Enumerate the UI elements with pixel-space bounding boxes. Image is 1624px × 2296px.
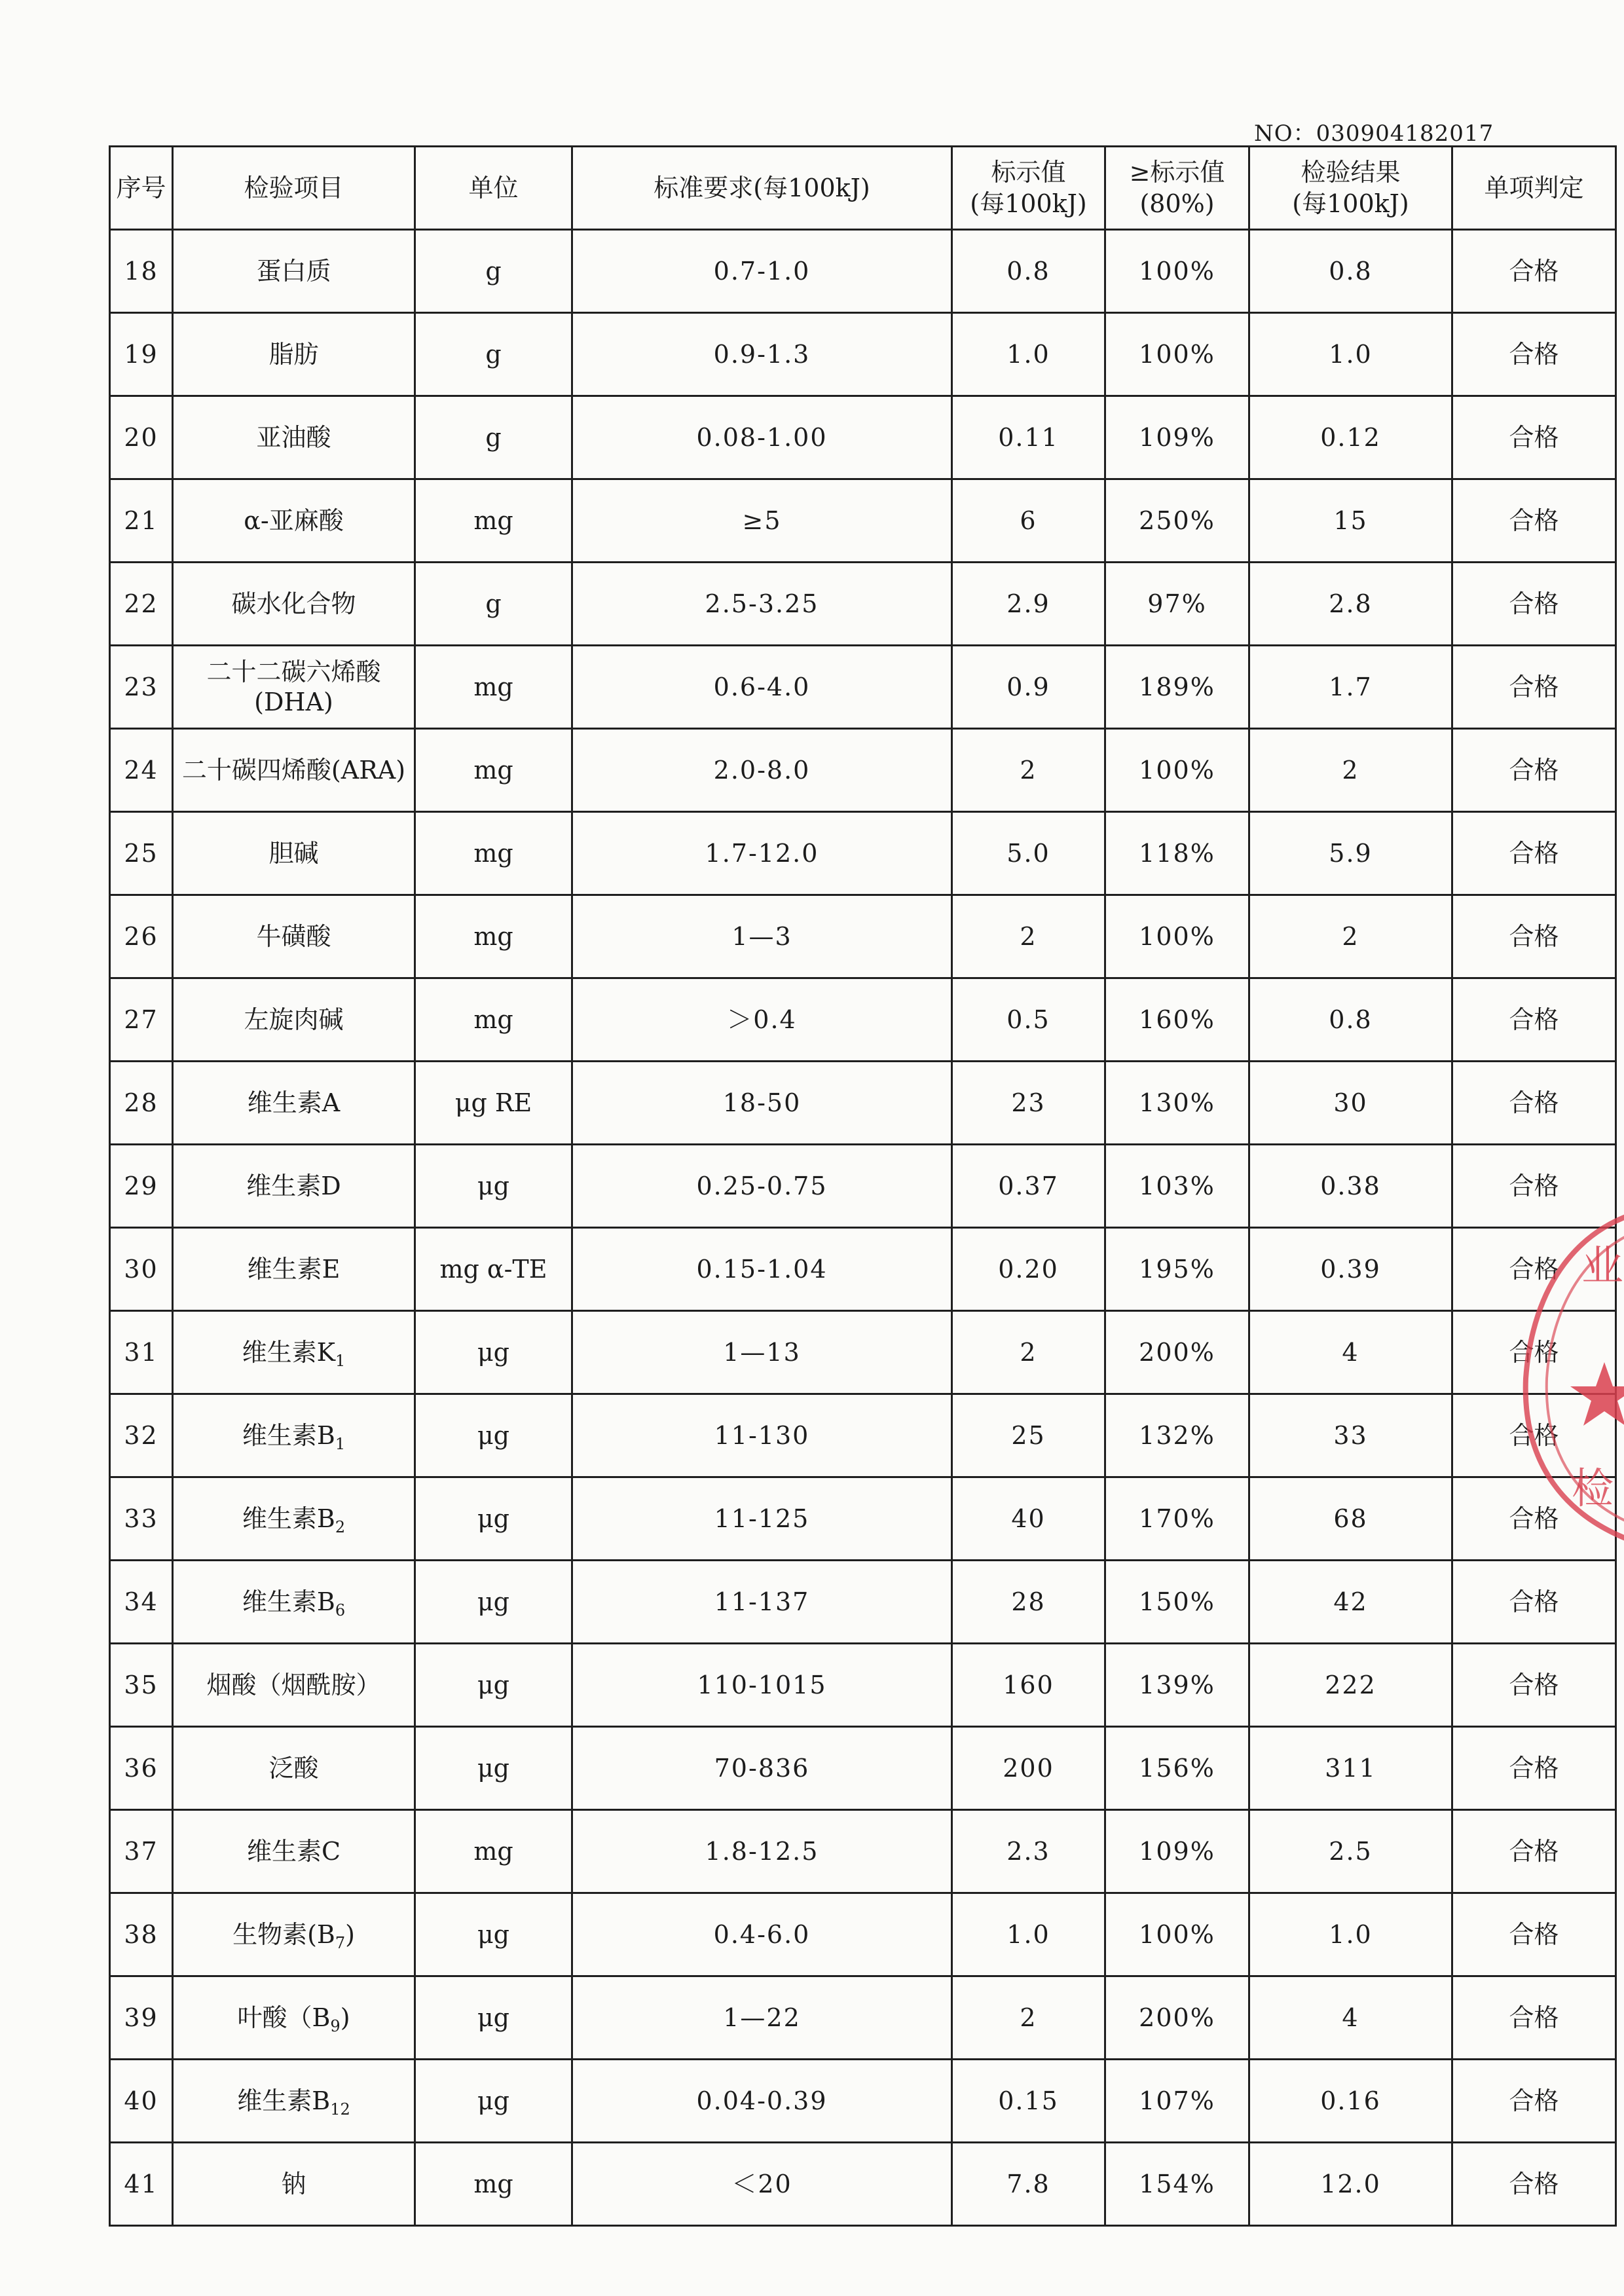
- standard-cell: ＜20: [572, 2143, 952, 2226]
- result-cell: 4: [1249, 1976, 1452, 2060]
- unit-cell: mg: [415, 895, 572, 978]
- verdict-cell: 合格: [1452, 230, 1616, 313]
- result-cell: 0.16: [1249, 2060, 1452, 2143]
- verdict-cell: 合格: [1452, 1727, 1616, 1810]
- table-row: [110, 1145, 1616, 1228]
- seq-cell: 23: [110, 646, 173, 729]
- label-value-cell: 0.37: [952, 1145, 1105, 1228]
- header-label-value: 标示值 (每100kJ): [952, 147, 1105, 230]
- item-name: 左旋肉碱: [244, 1005, 344, 1034]
- table-row: [110, 2143, 1616, 2226]
- result-cell: 2: [1249, 729, 1452, 812]
- item-subscript: 12: [330, 2100, 350, 2119]
- unit-cell: mg: [415, 978, 572, 1062]
- item-cell: [173, 646, 415, 729]
- result-cell: 2.5: [1249, 1810, 1452, 1893]
- table-row: [110, 812, 1616, 895]
- header-standard: 标准要求(每100kJ): [572, 147, 952, 230]
- seq-cell: 34: [110, 1561, 173, 1644]
- item-cell: [173, 1394, 415, 1477]
- verdict-cell: 合格: [1452, 1477, 1616, 1561]
- unit-cell: mg α-TE: [415, 1228, 572, 1311]
- result-cell: 2: [1249, 895, 1452, 978]
- result-cell: 12.0: [1249, 2143, 1452, 2226]
- item-cell: [173, 1228, 415, 1311]
- item-name: 烟酸（烟酰胺）: [206, 1671, 381, 1699]
- svg-text:检: 检: [1572, 1465, 1614, 1513]
- table-row: [110, 1477, 1616, 1561]
- result-cell: 30: [1249, 1062, 1452, 1145]
- item-name-tail: ): [345, 1920, 355, 1949]
- item-name: 亚油酸: [256, 423, 331, 452]
- seq-cell: 21: [110, 479, 173, 563]
- unit-cell: mg: [415, 2143, 572, 2226]
- verdict-cell: 合格: [1452, 729, 1616, 812]
- item-cell: [173, 978, 415, 1062]
- label-value-cell: 160: [952, 1644, 1105, 1727]
- verdict-cell: 合格: [1452, 1228, 1616, 1311]
- standard-cell: 18-50: [572, 1062, 952, 1145]
- seq-cell: 25: [110, 812, 173, 895]
- verdict-cell: 合格: [1452, 2060, 1616, 2143]
- item-cell: [173, 479, 415, 563]
- label-value-cell: 0.11: [952, 396, 1105, 479]
- standard-cell: 0.15-1.04: [572, 1228, 952, 1311]
- label-value-cell: 2: [952, 1311, 1105, 1394]
- label-value-cell: 2: [952, 729, 1105, 812]
- ratio-cell: 189%: [1105, 646, 1249, 729]
- result-cell: 1.0: [1249, 313, 1452, 396]
- table-row: [110, 895, 1616, 978]
- label-value-cell: 2.3: [952, 1810, 1105, 1893]
- result-cell: 42: [1249, 1561, 1452, 1644]
- verdict-cell: 合格: [1452, 1976, 1616, 2060]
- ratio-cell: 103%: [1105, 1145, 1249, 1228]
- item-cell: [173, 313, 415, 396]
- item-name: 钠: [281, 2170, 306, 2198]
- table-row: [110, 646, 1616, 729]
- unit-cell: μg: [415, 1394, 572, 1477]
- table-row: [110, 1644, 1616, 1727]
- result-cell: 5.9: [1249, 812, 1452, 895]
- seq-cell: 28: [110, 1062, 173, 1145]
- item-cell: [173, 2060, 415, 2143]
- standard-cell: 0.25-0.75: [572, 1145, 952, 1228]
- result-cell: 0.8: [1249, 230, 1452, 313]
- seq-cell: 29: [110, 1145, 173, 1228]
- result-cell: 2.8: [1249, 563, 1452, 646]
- seq-cell: 39: [110, 1976, 173, 2060]
- label-value-cell: 0.15: [952, 2060, 1105, 2143]
- standard-cell: 0.9-1.3: [572, 313, 952, 396]
- seq-cell: 24: [110, 729, 173, 812]
- standard-cell: 1.8-12.5: [572, 1810, 952, 1893]
- seq-cell: 40: [110, 2060, 173, 2143]
- svg-text:业: 业: [1581, 1242, 1623, 1291]
- result-cell: 33: [1249, 1394, 1452, 1477]
- result-cell: 68: [1249, 1477, 1452, 1561]
- unit-cell: μg: [415, 1561, 572, 1644]
- unit-cell: g: [415, 563, 572, 646]
- table-row: [110, 1228, 1616, 1311]
- table-row: [110, 1893, 1616, 1976]
- verdict-cell: 合格: [1452, 396, 1616, 479]
- verdict-cell: 合格: [1452, 646, 1616, 729]
- unit-cell: μg: [415, 1893, 572, 1976]
- item-cell: [173, 812, 415, 895]
- seq-cell: 27: [110, 978, 173, 1062]
- result-cell: 222: [1249, 1644, 1452, 1727]
- standard-cell: 110-1015: [572, 1644, 952, 1727]
- item-name: 维生素D: [246, 1172, 341, 1200]
- ratio-cell: 154%: [1105, 2143, 1249, 2226]
- header-item: 检验项目: [173, 147, 415, 230]
- ratio-cell: 130%: [1105, 1062, 1249, 1145]
- item-name: 维生素B: [237, 2086, 331, 2115]
- item-cell: [173, 1062, 415, 1145]
- table-header-row: [110, 147, 1616, 230]
- ratio-cell: 100%: [1105, 313, 1249, 396]
- standard-cell: 0.7-1.0: [572, 230, 952, 313]
- standard-cell: 11-130: [572, 1394, 952, 1477]
- ratio-cell: 97%: [1105, 563, 1249, 646]
- item-cell: [173, 1810, 415, 1893]
- ratio-cell: 100%: [1105, 729, 1249, 812]
- result-cell: 1.0: [1249, 1893, 1452, 1976]
- item-cell: [173, 1893, 415, 1976]
- seq-cell: 33: [110, 1477, 173, 1561]
- standard-cell: 2.0-8.0: [572, 729, 952, 812]
- ratio-cell: 100%: [1105, 895, 1249, 978]
- standard-cell: 1—3: [572, 895, 952, 978]
- item-name: 维生素A: [247, 1088, 341, 1117]
- table-row: [110, 1976, 1616, 2060]
- item-name: 维生素C: [246, 1837, 341, 1866]
- item-cell: [173, 396, 415, 479]
- item-cell: [173, 729, 415, 812]
- label-value-cell: 0.9: [952, 646, 1105, 729]
- standard-cell: ＞0.4: [572, 978, 952, 1062]
- verdict-cell: 合格: [1452, 895, 1616, 978]
- ratio-cell: 109%: [1105, 1810, 1249, 1893]
- standard-cell: 70-836: [572, 1727, 952, 1810]
- standard-cell: 1.7-12.0: [572, 812, 952, 895]
- ratio-cell: 139%: [1105, 1644, 1249, 1727]
- item-cell: [173, 1561, 415, 1644]
- table-row: [110, 1810, 1616, 1893]
- item-name: 脂肪: [268, 340, 319, 369]
- header-result: 检验结果 (每100kJ): [1249, 147, 1452, 230]
- unit-cell: mg: [415, 1810, 572, 1893]
- unit-cell: μg: [415, 1477, 572, 1561]
- seq-cell: 38: [110, 1893, 173, 1976]
- unit-cell: g: [415, 313, 572, 396]
- seq-cell: 35: [110, 1644, 173, 1727]
- item-name: 维生素E: [247, 1255, 341, 1284]
- item-cell: [173, 1644, 415, 1727]
- item-name: 维生素B: [242, 1421, 335, 1450]
- header-ratio: ≥标示值 (80%): [1105, 147, 1249, 230]
- header-verdict: 单项判定: [1452, 147, 1616, 230]
- item-name-line2: (DHA): [254, 688, 333, 716]
- item-name: 胆碱: [268, 839, 319, 868]
- unit-cell: μg: [415, 1644, 572, 1727]
- item-subscript: 2: [335, 1518, 346, 1536]
- item-cell: [173, 230, 415, 313]
- result-cell: 311: [1249, 1727, 1452, 1810]
- verdict-cell: 合格: [1452, 313, 1616, 396]
- result-cell: 4: [1249, 1311, 1452, 1394]
- table-row: [110, 1727, 1616, 1810]
- ratio-cell: 118%: [1105, 812, 1249, 895]
- standard-cell: 2.5-3.25: [572, 563, 952, 646]
- table-row: [110, 729, 1616, 812]
- item-subscript: 1: [335, 1352, 346, 1370]
- result-cell: 1.7: [1249, 646, 1452, 729]
- verdict-cell: 合格: [1452, 479, 1616, 563]
- unit-cell: g: [415, 396, 572, 479]
- item-name: 维生素B: [242, 1504, 335, 1533]
- unit-cell: mg: [415, 812, 572, 895]
- item-name: 泛酸: [268, 1754, 319, 1783]
- ratio-cell: 150%: [1105, 1561, 1249, 1644]
- label-value-cell: 0.5: [952, 978, 1105, 1062]
- label-value-cell: 1.0: [952, 313, 1105, 396]
- unit-cell: μg: [415, 1311, 572, 1394]
- unit-cell: μg: [415, 1976, 572, 2060]
- standard-cell: 0.04-0.39: [572, 2060, 952, 2143]
- unit-cell: mg: [415, 729, 572, 812]
- seq-cell: 18: [110, 230, 173, 313]
- seq-cell: 37: [110, 1810, 173, 1893]
- ratio-cell: 170%: [1105, 1477, 1249, 1561]
- standard-cell: 1—22: [572, 1976, 952, 2060]
- label-value-cell: 25: [952, 1394, 1105, 1477]
- table-row: [110, 479, 1616, 563]
- table-row: [110, 396, 1616, 479]
- result-cell: 0.38: [1249, 1145, 1452, 1228]
- unit-cell: g: [415, 230, 572, 313]
- table-row: [110, 1561, 1616, 1644]
- label-value-cell: 7.8: [952, 2143, 1105, 2226]
- verdict-cell: 合格: [1452, 1644, 1616, 1727]
- verdict-cell: 合格: [1452, 563, 1616, 646]
- standard-cell: 11-137: [572, 1561, 952, 1644]
- table-row: [110, 978, 1616, 1062]
- label-value-cell: 2.9: [952, 563, 1105, 646]
- item-cell: [173, 1145, 415, 1228]
- verdict-cell: 合格: [1452, 1062, 1616, 1145]
- item-name: 维生素K: [242, 1338, 336, 1367]
- result-cell: 0.8: [1249, 978, 1452, 1062]
- ratio-cell: 132%: [1105, 1394, 1249, 1477]
- ratio-cell: 100%: [1105, 1893, 1249, 1976]
- unit-cell: μg: [415, 2060, 572, 2143]
- ratio-cell: 160%: [1105, 978, 1249, 1062]
- table-row: [110, 563, 1616, 646]
- item-name: 牛磺酸: [256, 922, 331, 951]
- seq-cell: 22: [110, 563, 173, 646]
- unit-cell: mg: [415, 646, 572, 729]
- item-name: 二十碳四烯酸(ARA): [181, 756, 406, 785]
- header-seq: 序号: [110, 147, 173, 230]
- verdict-cell: 合格: [1452, 1810, 1616, 1893]
- seq-cell: 26: [110, 895, 173, 978]
- label-value-cell: 5.0: [952, 812, 1105, 895]
- standard-cell: 0.4-6.0: [572, 1893, 952, 1976]
- label-value-cell: 6: [952, 479, 1105, 563]
- item-name: α-亚麻酸: [244, 506, 344, 535]
- label-value-cell: 200: [952, 1727, 1105, 1810]
- item-subscript: 1: [335, 1435, 346, 1453]
- unit-cell: mg: [415, 479, 572, 563]
- inspection-results-table: [109, 145, 1617, 2227]
- verdict-cell: 合格: [1452, 1394, 1616, 1477]
- standard-cell: ≥5: [572, 479, 952, 563]
- item-name: 维生素B: [242, 1587, 335, 1616]
- unit-cell: μg: [415, 1727, 572, 1810]
- item-subscript: 9: [330, 2017, 341, 2035]
- label-value-cell: 28: [952, 1561, 1105, 1644]
- item-name: 碳水化合物: [231, 589, 356, 618]
- table-row: [110, 1062, 1616, 1145]
- result-cell: 0.12: [1249, 396, 1452, 479]
- item-cell: [173, 1311, 415, 1394]
- label-value-cell: 0.20: [952, 1228, 1105, 1311]
- ratio-cell: 107%: [1105, 2060, 1249, 2143]
- ratio-cell: 109%: [1105, 396, 1249, 479]
- standard-cell: 11-125: [572, 1477, 952, 1561]
- unit-cell: μg: [415, 1145, 572, 1228]
- header-unit: 单位: [415, 147, 572, 230]
- item-name: 生物素(B: [232, 1920, 335, 1949]
- label-value-cell: 1.0: [952, 1893, 1105, 1976]
- ratio-cell: 250%: [1105, 479, 1249, 563]
- item-subscript: 6: [335, 1601, 346, 1620]
- item-name-line1: 二十二碳六烯酸: [206, 657, 381, 686]
- seq-cell: 41: [110, 2143, 173, 2226]
- verdict-cell: 合格: [1452, 1893, 1616, 1976]
- table-row: [110, 2060, 1616, 2143]
- label-value-cell: 2: [952, 895, 1105, 978]
- verdict-cell: 合格: [1452, 978, 1616, 1062]
- verdict-cell: 合格: [1452, 1145, 1616, 1228]
- seq-cell: 30: [110, 1228, 173, 1311]
- item-name: 叶酸（B: [237, 2003, 331, 2032]
- table-row: [110, 1311, 1616, 1394]
- item-subscript: 7: [335, 1934, 346, 1952]
- standard-cell: 0.08-1.00: [572, 396, 952, 479]
- label-value-cell: 40: [952, 1477, 1105, 1561]
- standard-cell: 0.6-4.0: [572, 646, 952, 729]
- result-cell: 15: [1249, 479, 1452, 563]
- report-number: NO：030904182017: [1254, 120, 1494, 147]
- seq-cell: 31: [110, 1311, 173, 1394]
- item-name: 蛋白质: [256, 257, 331, 286]
- ratio-cell: 200%: [1105, 1976, 1249, 2060]
- item-name-tail: ): [340, 2003, 350, 2032]
- verdict-cell: 合格: [1452, 2143, 1616, 2226]
- item-cell: [173, 1727, 415, 1810]
- table-row: [110, 1394, 1616, 1477]
- verdict-cell: 合格: [1452, 1311, 1616, 1394]
- label-value-cell: 2: [952, 1976, 1105, 2060]
- seq-cell: 32: [110, 1394, 173, 1477]
- table-row: [110, 230, 1616, 313]
- seq-cell: 20: [110, 396, 173, 479]
- seq-cell: 19: [110, 313, 173, 396]
- verdict-cell: 合格: [1452, 812, 1616, 895]
- item-cell: [173, 1477, 415, 1561]
- table-body: [110, 230, 1616, 2226]
- standard-cell: 1—13: [572, 1311, 952, 1394]
- item-cell: [173, 563, 415, 646]
- label-value-cell: 0.8: [952, 230, 1105, 313]
- item-cell: [173, 895, 415, 978]
- table-row: [110, 313, 1616, 396]
- seq-cell: 36: [110, 1727, 173, 1810]
- verdict-cell: 合格: [1452, 1561, 1616, 1644]
- ratio-cell: 195%: [1105, 1228, 1249, 1311]
- result-cell: 0.39: [1249, 1228, 1452, 1311]
- item-cell: [173, 2143, 415, 2226]
- label-value-cell: 23: [952, 1062, 1105, 1145]
- unit-cell: μg RE: [415, 1062, 572, 1145]
- ratio-cell: 200%: [1105, 1311, 1249, 1394]
- ratio-cell: 100%: [1105, 230, 1249, 313]
- item-cell: [173, 1976, 415, 2060]
- ratio-cell: 156%: [1105, 1727, 1249, 1810]
